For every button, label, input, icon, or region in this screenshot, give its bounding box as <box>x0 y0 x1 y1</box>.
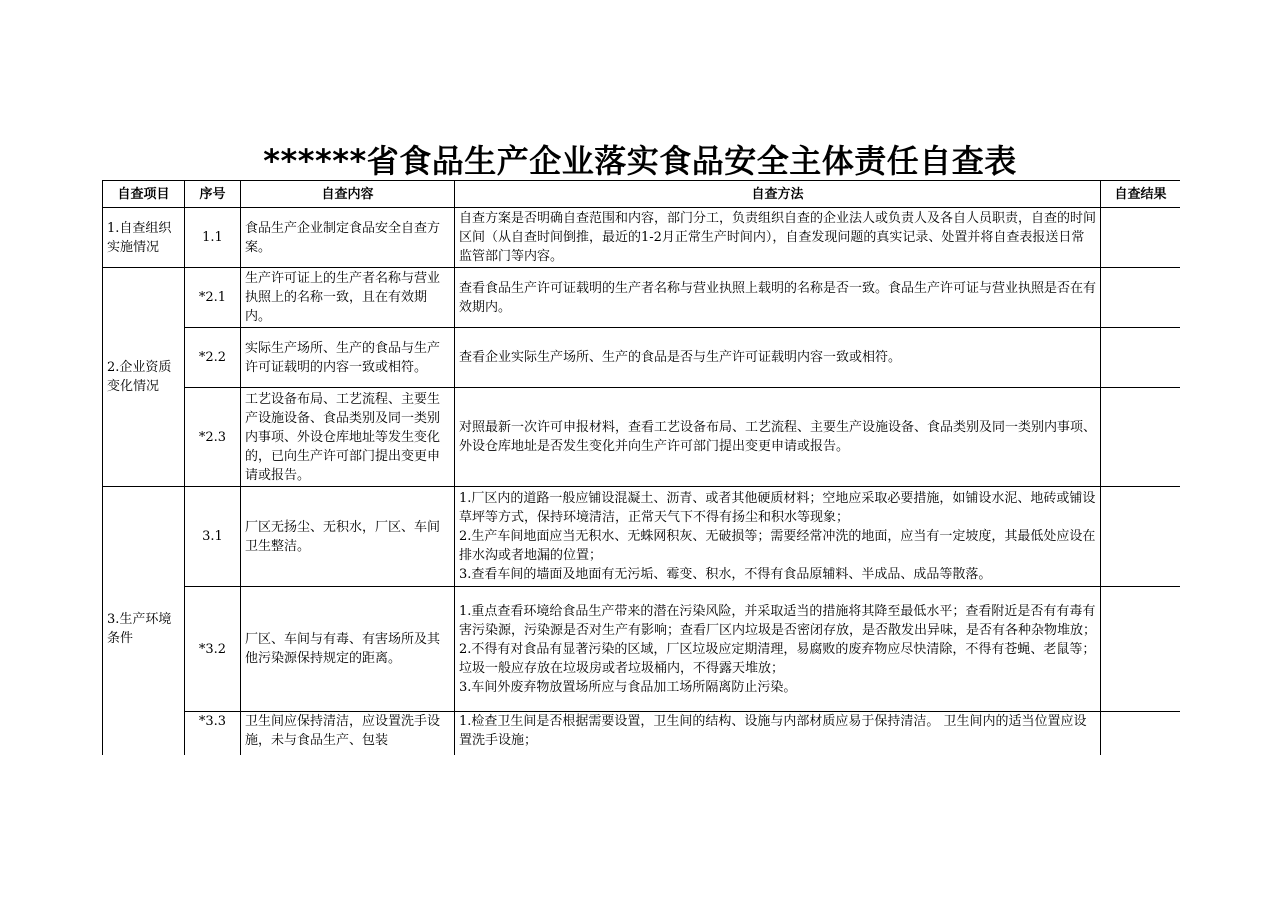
method-line: 3.车间外废弃物放置场所应与食品加工场所隔离防止污染。 <box>459 679 797 695</box>
serial-no-cell: 3.1 <box>185 487 241 587</box>
serial-no-cell: *2.3 <box>185 388 241 487</box>
page-title: ******省食品生产企业落实食品安全主体责任自查表 <box>263 142 1017 180</box>
self-check-table-wrapper <box>102 180 1180 755</box>
method-line: 查看食品生产许可证载明的生产者名称与营业执照上载明的名称是否一致。食品生产许可证与营业执照是否在有效期内。 <box>459 280 1097 315</box>
table-row <box>103 268 1181 328</box>
check-item-cell: 2.企业资质变化情况 <box>103 268 185 487</box>
header-serial-no: 序号 <box>185 181 241 208</box>
check-result-cell[interactable] <box>1101 487 1181 587</box>
check-content-cell: 卫生间应保持清洁，应设置洗手设施，未与食品生产、包装 <box>241 712 455 756</box>
header-check-result: 自查结果 <box>1101 181 1181 208</box>
method-line: 3.查看车间的墙面及地面有无污垢、霉变、积水，不得有食品原辅料、半成品、成品等散落。 <box>459 567 992 582</box>
check-result-cell[interactable] <box>1101 268 1181 328</box>
method-line: 对照最新一次许可申报材料，查看工艺设备布局、工艺流程、主要生产设施设备、食品类别及同一类别内事项、外设仓库地址是否发生变化并向生产许可部门提出变更申请或报告。 <box>459 420 1097 454</box>
check-result-cell[interactable] <box>1101 388 1181 487</box>
check-result-cell[interactable] <box>1101 328 1181 388</box>
table-row <box>103 388 1181 487</box>
check-method-cell <box>455 712 1101 756</box>
serial-no-cell: *2.2 <box>185 328 241 388</box>
check-method-cell <box>455 388 1101 487</box>
check-method-cell <box>455 587 1101 712</box>
table-row <box>103 208 1181 268</box>
check-content-cell: 实际生产场所、生产的食品与生产许可证载明的内容一致或相符。 <box>241 328 455 388</box>
table-row <box>103 328 1181 388</box>
check-item-cell: 3.生产环境条件 <box>103 487 185 756</box>
method-line: 2.不得有对食品有显著污染的区域，厂区垃圾应定期清理，易腐败的废弃物应尽快清除，不得有苍蝇、老鼠等；垃圾一般应存放在垃圾房或者垃圾桶内，不得露天堆放； <box>459 641 1096 676</box>
check-item-cell: 1.自查组织实施情况 <box>103 208 185 268</box>
check-method-cell <box>455 268 1101 328</box>
header-check-method: 自查方法 <box>455 181 1101 208</box>
serial-no-cell: *3.2 <box>185 587 241 712</box>
check-content-cell: 食品生产企业制定食品安全自查方案。 <box>241 208 455 268</box>
check-method-cell <box>455 328 1101 388</box>
table-row <box>103 587 1181 712</box>
method-line: 1.检查卫生间是否根据需要设置，卫生间的结构、设施与内部材质应易于保持清洁。 卫生间内的适当位置应设置洗手设施； <box>459 714 1087 748</box>
check-content-cell: 工艺设备布局、工艺流程、主要生产设施设备、食品类别及同一类别内事项、外设仓库地址等发生变化的，已向生产许可部门提出变更申请或报告。 <box>241 388 455 487</box>
header-check-content: 自查内容 <box>241 181 455 208</box>
method-line: 查看企业实际生产场所、生产的食品是否与生产许可证载明内容一致或相符。 <box>459 350 902 365</box>
method-line: 1.重点查看环境给食品生产带来的潜在污染风险，并采取适当的措施将其降至最低水平；查看附近是否有有毒有害污染源，污染源是否对生产有影响；查看厂区内垃圾是否密闭存放，是否散发出异味，是否有各种杂物堆放； <box>459 603 1097 638</box>
check-result-cell[interactable] <box>1101 587 1181 712</box>
serial-no-cell: *3.3 <box>185 712 241 756</box>
check-content-cell: 厂区、车间与有毒、有害场所及其他污染源保持规定的距离。 <box>241 587 455 712</box>
check-result-cell[interactable] <box>1101 208 1181 268</box>
table-row <box>103 712 1181 756</box>
header-check-item: 自查项目 <box>103 181 185 208</box>
table-row <box>103 487 1181 587</box>
self-check-table <box>102 180 1180 755</box>
check-content-cell: 生产许可证上的生产者名称与营业执照上的名称一致，且在有效期内。 <box>241 268 455 328</box>
serial-no-cell: *2.1 <box>185 268 241 328</box>
method-line: 2.生产车间地面应当无积水、无蛛网积灰、无破损等；需要经常冲洗的地面，应当有一定坡度，其最低处应设在排水沟或者地漏的位置； <box>459 529 1096 563</box>
method-line: 1.厂区内的道路一般应铺设混凝土、沥青、或者其他硬质材料；空地应采取必要措施，如铺设水泥、地砖或铺设草坪等方式，保持环境清洁，正常天气下不得有扬尘和积水等现象； <box>459 491 1096 525</box>
check-method-cell <box>455 487 1101 587</box>
check-content-cell: 厂区无扬尘、无积水，厂区、车间卫生整洁。 <box>241 487 455 587</box>
check-result-cell[interactable] <box>1101 712 1181 756</box>
serial-no-cell: 1.1 <box>185 208 241 268</box>
check-method-cell <box>455 208 1101 268</box>
method-line: 自查方案是否明确自查范围和内容，部门分工，负责组织自查的企业法人或负责人及各自人员职责，自查的时间区间（从自查时间倒推，最近的1-2月正常生产时间内），自查发现问题的真实记录、处置并将自查表报送日常监管部门等内容。 <box>459 211 1097 264</box>
table-header-row <box>103 181 1181 208</box>
